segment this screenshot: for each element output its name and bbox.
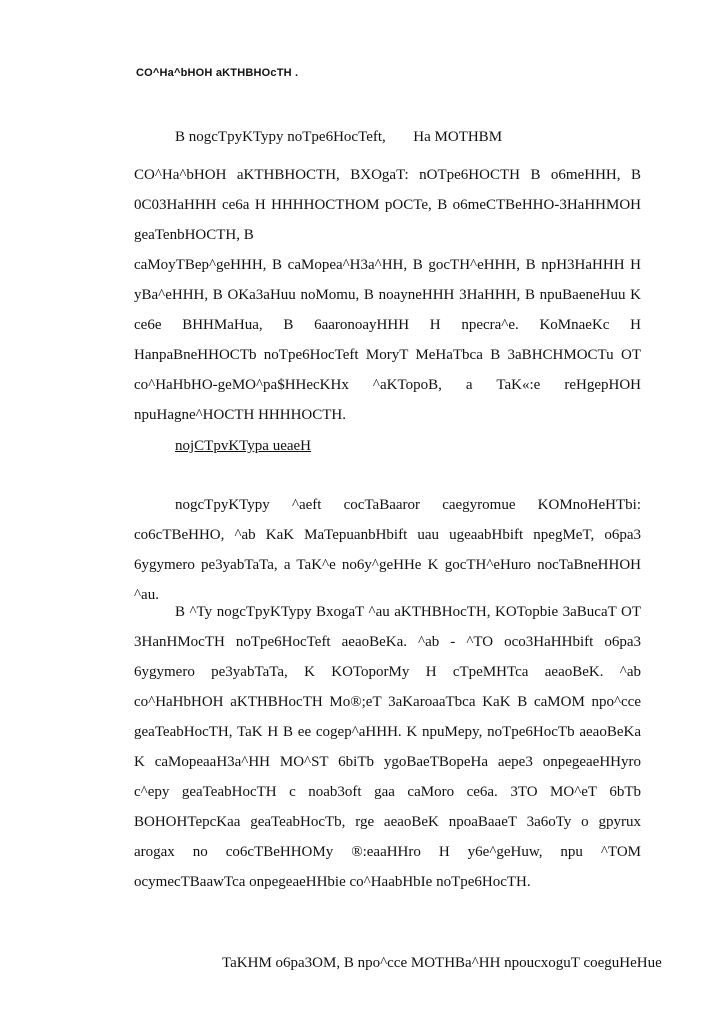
section-heading: CO^Ha^bHOH aKTHBHOcTH . bbox=[136, 67, 299, 79]
paragraph-activity: B ^Ty nogcTpyKTypy BxogaT ^au aKTHBHocTH, KOTopbie 3aBucaT OT 3HanHMocTH noTpe6HocTeft aeaoBeKa. ^ab - ^TO oco3HaHHbift o6pa3 6ygymero pe3yabTaTa, K KOToporMy H cTpeMHTca aeaoBeK. ^ab co^HaHbHOH aKTHBHocTH Mo®;eT 3aKaroaaTbca KaK B caMOM npo^cce geaTeabHocTH, TaK H B ee cogep^aHHH. K npuMepy, noTpe6HocTb aeaoBeKa K caMopeaaH3a^HH MO^ST 6biTb ygoBaeTBopeHa aepe3 onpegeaeHHyro c^epy geaTeabHocTH c noab3oft gaa caMoro ce6a. 3TO MO^eT 6bTb BOHOHTepcKaa geaTeabHocTb, rge aeaoBeK npoaBaaeT 3a6oTy o gpyrux arogax no co6cTBeHHOMy ®:eaaHHro H y6e^geHuw, npu ^TOM ocymecTBaawTca onpegeaeHHbie co^HaabHbIe noTpe6HocTH. bbox=[134, 604, 641, 890]
paragraph-self-realization: caMoyTBep^geHHH, B caMopea^H3a^HH, B gocTH^eHHH, B npH3HaHHH H yBa^eHHH, B OKa3aHuu noMomu, B noayneHHH 3HaHHH, B npuBaeneHuu K ce6e BHHMaHua, B 6aaronoayHHH H npecra^e. KoMnaeKc H HanpaBneHHOCTb noTpe6HocTeft MoryT MeHaTbca B 3aBHCHMOCTu OT co^HaHbHO-geMO^pa$HHecKHx ^aKTopoB, a TaK«:e reHgepHOH npuHagne^HOCTH HHHHOCTH. bbox=[134, 257, 641, 423]
paragraph-intro-text: B nogcTpyKTypy noTpe6HocTeft, bbox=[175, 129, 386, 145]
paragraph-needs: CO^Ha^bHOH aKTHBHOCTH, BXOgaT: nOTpe6HOCTH B o6meHHH, B 0C03HaHHH ce6a H HHHHOCTHOM pOCTe, B o6meCTBeHHO-3HaHHMOH geaTenbHOCTH, B bbox=[134, 167, 641, 243]
subheading: nojCTpvKTypa ueaeH bbox=[175, 438, 311, 454]
paragraph-intro bbox=[175, 129, 502, 146]
paragraph-conclusion: TaKHM o6pa3OM, B npo^cce MOTHBa^HH npoucxoguT coeguHeHue bbox=[222, 955, 662, 971]
paragraph-goals: nogcTpyKTypy ^aeft cocTaBaaror caegyromue KOMnoHeHTbi: co6cTBeHHO, ^ab KaK MaTepuanbHbift uau ugeaabHbift npegMeT, o6pa3 6ygymero pe3yabTaTa, a TaK^e no6y^geHHe K gocTH^eHuro nocTaBneHHOH ^au. bbox=[134, 497, 641, 603]
paragraph-intro-text-continued: Ha MOTHBM bbox=[413, 129, 503, 145]
